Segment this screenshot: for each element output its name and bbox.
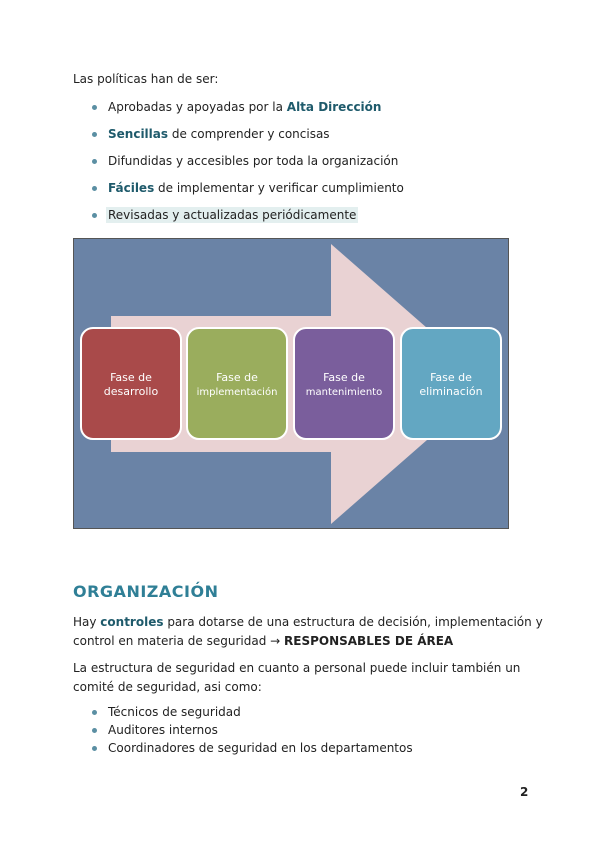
- list-item: Auditores internos: [91, 723, 413, 738]
- list-item: Coordinadores de seguridad en los departamentos: [91, 741, 413, 756]
- phase-label-line1: Fase de: [110, 371, 152, 384]
- phase-label-line1: Fase de: [216, 371, 258, 384]
- phase-label-line2: implementación: [196, 387, 278, 398]
- text: para dotarse de una estructura de decisión, implementación y control en materia de seguridad →: [73, 615, 543, 648]
- item-text: de comprender y concisas: [168, 127, 330, 141]
- item-highlight: Alta Dirección: [286, 100, 382, 114]
- paragraph-structure: La estructura de seguridad en cuanto a personal puede incluir también un comité de seguridad, asi como:: [73, 661, 521, 694]
- paragraph-controls: [73, 613, 543, 651]
- item-highlight: Sencillas: [108, 127, 169, 141]
- phase-box-elimination: [401, 328, 501, 439]
- page-number: 2: [520, 785, 529, 799]
- item-text-highlighted: Revisadas y actualizadas periódicamente: [108, 208, 357, 222]
- item-text: Difundidas y accesibles por toda la organización: [108, 154, 399, 168]
- text: Hay: [73, 615, 101, 629]
- list-item: [91, 181, 404, 196]
- item-text: de implementar y verificar cumplimiento: [154, 181, 404, 195]
- phase-label-line2: desarrollo: [103, 385, 159, 398]
- section-heading: ORGANIZACIÓN: [73, 582, 219, 601]
- phase-box-maintenance: [294, 328, 394, 439]
- phase-label-line1: Fase de: [323, 371, 365, 384]
- list-item: Técnicos de seguridad: [91, 705, 413, 720]
- text-highlight: controles: [100, 615, 164, 629]
- phase-label-line2: eliminación: [419, 385, 483, 398]
- policies-intro: Las políticas han de ser:: [73, 72, 219, 86]
- item-highlight: Fáciles: [108, 181, 155, 195]
- list-item: [91, 154, 404, 169]
- phase-box-development: [81, 328, 181, 439]
- item-text: Aprobadas y apoyadas por la: [108, 100, 287, 114]
- list-item: [91, 100, 404, 115]
- lifecycle-diagram: [73, 238, 509, 529]
- list-item: [91, 127, 404, 142]
- phase-label-line1: Fase de: [430, 371, 472, 384]
- phase-box-implementation: [187, 328, 287, 439]
- phase-label-line2: mantenimiento: [305, 387, 383, 398]
- policies-list: [91, 100, 404, 235]
- text-emphasis: RESPONSABLES DE ÁREA: [284, 634, 454, 648]
- staff-list: [91, 705, 413, 759]
- list-item: [91, 208, 404, 223]
